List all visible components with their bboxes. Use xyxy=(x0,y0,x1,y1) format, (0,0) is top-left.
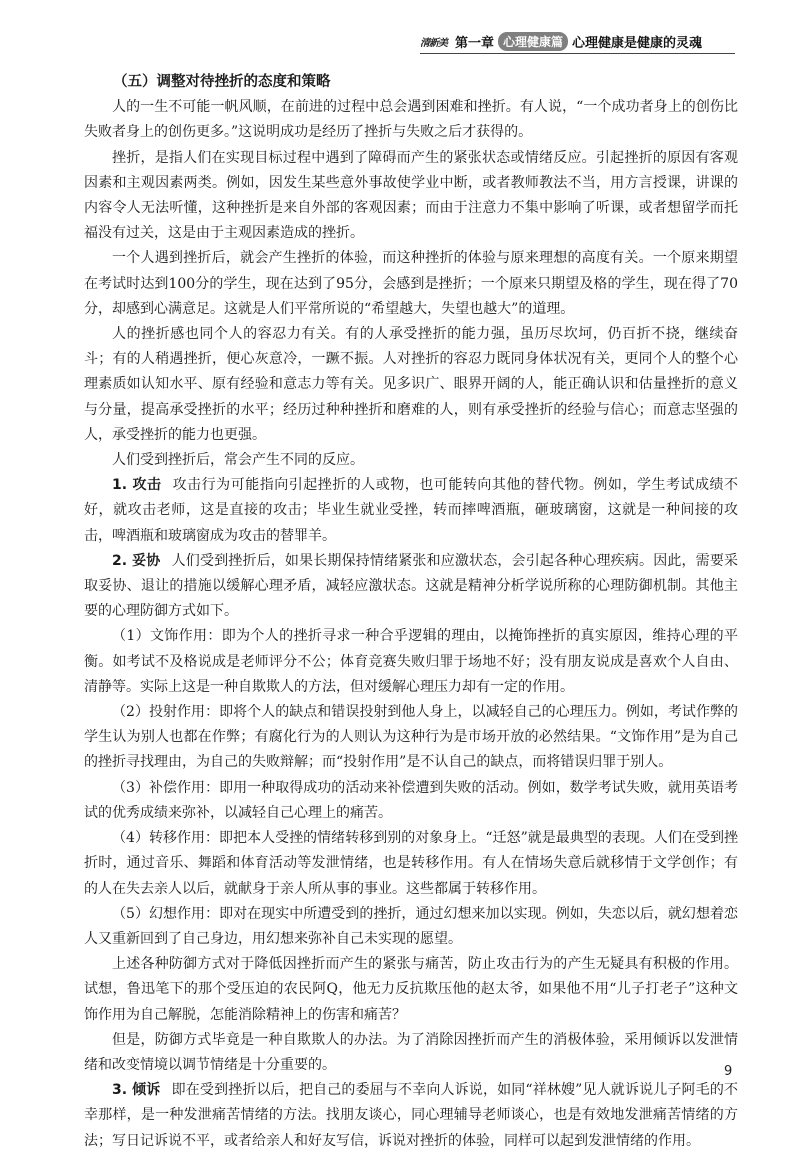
paragraph-text: 一个人遇到挫折后，就会产生挫折的体验，而这种挫折的体验与原来理想的高度有关。一个原来期望在考试时达到100分的学生，现在达到了95分，会感到是挫折；一个原来只期望及格的学生，现在得了70分，却感到心满意足。这就是人们平常所说的“希望越大，失望也越大”的道理。 xyxy=(84,250,738,317)
section-badge: 心理健康篇 xyxy=(498,32,568,51)
chapter-title: 心理健康是健康的灵魂 xyxy=(572,35,703,51)
chapter-label: 第一章 xyxy=(455,35,495,51)
paragraph-venting xyxy=(84,1078,738,1154)
section-heading: （五）调整对待挫折的态度和策略 xyxy=(113,74,331,90)
item-label: 3. 倾诉 xyxy=(112,1082,161,1099)
running-header xyxy=(420,30,735,52)
paragraph xyxy=(84,95,738,145)
paragraph-text: （2）投射作用：即将个人的缺点和错误投射到他人身上，以减轻自己的心理压力。例如，考试作弊的学生认为别人也都在作弊；有腐化行为的人则认为这种行为是市场开放的必然结果。“文饰作用”是为自己的挫折寻找理由，为自己的失败辩解；而“投射作用”是不认自己的缺点，而将错误归罪于别人。 xyxy=(84,704,738,771)
page-body xyxy=(84,70,738,1154)
paragraph xyxy=(84,826,738,902)
paragraph-text: 攻击行为可能指向引起挫折的人或物，也可能转向其他的替代物。例如，学生考试成绩不好，就攻击老师，这是直接的攻击；毕业生就业受挫，转而摔啤酒瓶，砸玻璃窗，这就是一种间接的攻击，啤酒瓶和玻璃窗成为攻击的替罪羊。 xyxy=(84,477,739,544)
paragraph-aggression xyxy=(84,473,738,549)
item-label: 1. 攻击 xyxy=(112,477,162,494)
paragraph-text: （1）文饰作用：即为个人的挫折寻求一种合乎逻辑的理由，以掩饰挫折的真实原因，维持心理的平衡。如考试不及格说成是老师评分不公；体育竞赛失败归罪于场地不好；没有朋友说成是喜欢个人自由、清静等。实际上这是一种自欺欺人的方法，但对缓解心理压力却有一定的作用。 xyxy=(84,628,738,695)
paragraph-text: 人的一生不可能一帆风顺，在前进的过程中总会遇到困难和挫折。有人说，“一个成功者身上的创伤比失败者身上的创伤更多。”这说明成功是经历了挫折与失败之后才获得的。 xyxy=(84,99,738,141)
paragraph-text: 上述各种防御方式对于降低因挫折而产生的紧张与痛苦，防止攻击行为的产生无疑具有积极的作用。试想，鲁迅笔下的那个受压迫的农民阿Q，他无力反抗欺压他的赵太爷，如果他不用“儿子打老子”这种文饰作用为自己解脱，怎能消除精神上的伤害和痛苦？ xyxy=(84,956,738,1023)
paragraph-text: （4）转移作用：即把本人受挫的情绪转移到别的对象身上。“迁怒”就是最典型的表现。人们在受到挫折时，通过音乐、舞蹈和体育活动等发泄情绪，也是转移作用。有人在情场失意后就移情于文学创作；有的人在失去亲人以后，就献身于亲人所从事的事业。这些都属于转移作用。 xyxy=(84,830,738,897)
paragraph xyxy=(84,624,738,700)
paragraph xyxy=(84,322,738,448)
paragraph xyxy=(84,246,738,322)
paragraph xyxy=(84,952,738,1028)
paragraph-text: 但是，防御方式毕竟是一种自欺欺人的办法。为了消除因挫折而产生的消极体验，采用倾诉以发泄情绪和改变情境以调节情绪是十分重要的。 xyxy=(84,1031,738,1073)
paragraph xyxy=(84,776,738,826)
paragraph-text: （5）幻想作用：即对在现实中所遭受到的挫折，通过幻想来加以实现。例如，失恋以后，就幻想着恋人又重新回到了自己身边，用幻想来弥补自己未实现的愿望。 xyxy=(84,905,738,947)
paragraph xyxy=(84,448,738,473)
paragraph-text: 即在受到挫折以后，把自己的委屈与不幸向人诉说，如同“祥林嫂”见人就诉说儿子阿毛的不幸那样，是一种发泄痛苦情绪的方法。找朋友谈心，同心理辅导老师谈心，也是有效地发泄痛苦情绪的方法；写日记诉说不平，或者给亲人和好友写信，诉说对挫折的体验，同样可以起到发泄情绪的作用。 xyxy=(84,1082,739,1149)
paragraph-text: 人的挫折感也同个人的容忍力有关。有的人承受挫折的能力强，虽历尽坎坷，仍百折不挠，继续奋斗；有的人稍遇挫折，便心灰意冷，一蹶不振。人对挫折的容忍力既同身体状况有关，更同个人的整个心理素质如认知水平、原有经验和意志力等有关。见多识广、眼界开阔的人，能正确认识和估量挫折的意义与分量，提高承受挫折的水平；经历过种种挫折和磨难的人，则有承受挫折的经验与信心；而意志坚强的人，承受挫折的能力也更强。 xyxy=(84,326,738,443)
paragraph-text: 挫折，是指人们在实现目标过程中遇到了障碍而产生的紧张状态或情绪反应。引起挫折的原因有客观因素和主观因素两类。例如，因发生某些意外事故使学业中断，或者教师教法不当，用方言授课，讲课的内容令人无法听懂，这种挫折是来自外部的客观因素；而由于注意力不集中影响了听课，或者想留学而托福没有过关，这是由于主观因素造成的挫折。 xyxy=(84,149,738,242)
paragraph-compromise xyxy=(84,549,738,625)
paragraph xyxy=(84,1028,738,1078)
paragraph-text: （3）补偿作用：即用一种取得成功的活动来补偿遭到失败的活动。例如，数学考试失败，就用英语考试的优秀成绩来弥补，以减轻自己心理上的痛苦。 xyxy=(84,779,738,821)
paragraph xyxy=(84,902,738,952)
publisher-logo: 清新美 xyxy=(420,37,447,49)
header-divider xyxy=(420,53,735,54)
item-label: 2. 妥协 xyxy=(112,552,161,569)
paragraph xyxy=(84,700,738,776)
paragraph xyxy=(84,146,738,247)
paragraph-text: 人们受到挫折后，常会产生不同的反应。 xyxy=(112,452,364,469)
page-number: 9 xyxy=(724,1064,733,1079)
paragraph-text: 人们受到挫折后，如果长期保持情绪紧张和应激状态，会引起各种心理疾病。因此，需要采取妥协、退让的措施以缓解心理矛盾，减轻应激状态。这就是精神分析学说所称的心理防御机制。其他主要的心理防御方式如下。 xyxy=(84,552,739,620)
